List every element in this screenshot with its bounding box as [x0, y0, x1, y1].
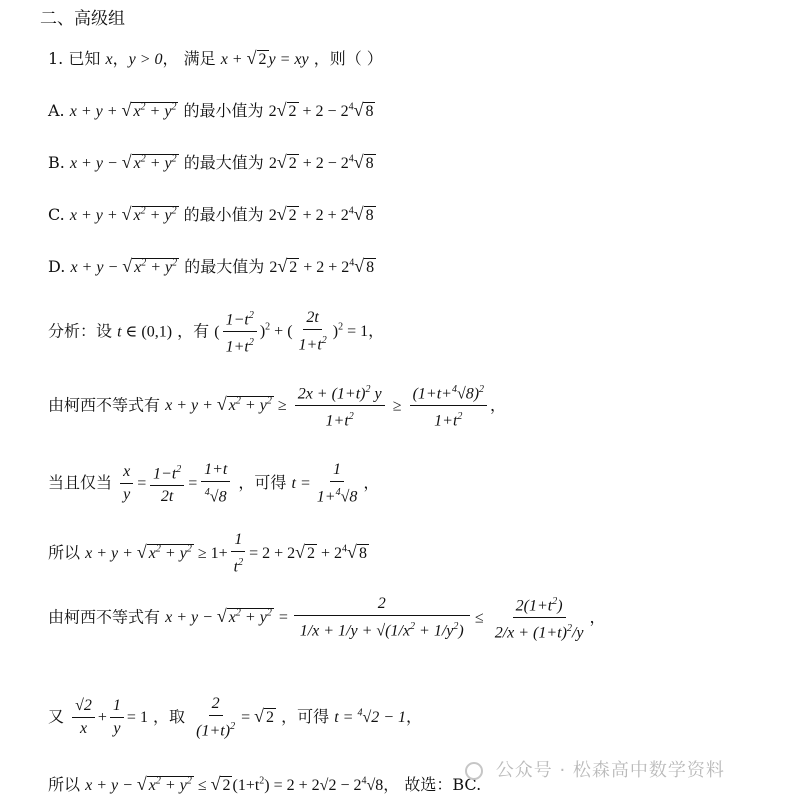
wechat-icon — [465, 762, 483, 780]
so-line-1: 所以 x + y + √ $x^2 + y^2 \ge 1+$ $\frac{1}{t^2}$ = 2 + 2√ $2 + 2^4√$ 8 — [48, 531, 367, 576]
analysis-line: 分析：设 t ∈ (0,1) ，有 ( $\frac{1-t^2}{1+t^2}$ )$^2$ + ( $\frac{2t}{1+t^2}$ )$^2$ = 1， — [48, 306, 384, 358]
option-c: C. x + y + √ $x^2 + y^2$ 的最小值为 2√ $2 + 2 + 2^4√$ 8 — [48, 204, 374, 224]
option-a: A. x + y + √ $x^2 + y^2$ 的最小值为 2√ $2 + 2 - 2^4√$ 8 — [48, 100, 374, 120]
watermark: 公众号 · 松森高中数学资料 — [465, 756, 725, 782]
equality-line: 当且仅当 $\frac{x}{y}$ = $\frac{1-t^2}{2t}$ = $\frac{1+t}{^4√8}$ ，可得 t = $\frac{1}{1+^4√8}$ ， — [48, 461, 380, 506]
question-text-suffix: ，则（ ） — [313, 49, 383, 68]
answer-text: 故选：BC. — [404, 775, 482, 794]
condition-math: x — [105, 51, 113, 68]
so-line-2: 所以 x + y − √ $x^2 + y^2$ ≤ √ 2 $(1+t^2) = 2 + 2√2 - 2^4√8$， 故选：BC. — [48, 774, 482, 794]
question-text-prefix: 已知 — [68, 49, 101, 68]
section-title: 二、高级组 — [40, 9, 125, 29]
cauchy-line-2: 由柯西不等式有 x + y − √ $x^2 + y^2$ = $\frac{2}{1/x + 1/y + √(1/x^2 + 1/y^2)}$ ≤ $\frac{2(1+t^2)}{2/x + (1+t)^2/y}$ ， — [48, 592, 606, 644]
also-line: 又 $\frac{√2}{x}$ + $\frac{1}{y}$ = 1 ，取 $\frac{2}{(1+t)^2}$ = √ 2 ，可得 t = $^4$√2 − 1， — [48, 695, 423, 740]
question-text-middle: 满足 — [183, 49, 216, 68]
question-line: 1. 已知 x，y > 0， 满足 x + √ 2 y = xy ，则（ ） — [48, 48, 383, 68]
cauchy-line-1: 由柯西不等式有 x + y + √ $x^2 + y^2$ ≥ $\frac{2x + (1+t)^2 y}{1+t^2}$ ≥ $\frac{(1+t+^4√8)^2}{1+t^2}$ ， — [48, 380, 506, 432]
option-d: D. x + y − √ $x^2 + y^2$ 的最大值为 2√ $2 + 2 + 2^4√$ 8 — [48, 256, 375, 276]
option-b: B. x + y − √ $x^2 + y^2$ 的最大值为 2√ $2 + 2 - 2^4√$ 8 — [48, 152, 374, 172]
question-number: 1. — [48, 49, 64, 68]
